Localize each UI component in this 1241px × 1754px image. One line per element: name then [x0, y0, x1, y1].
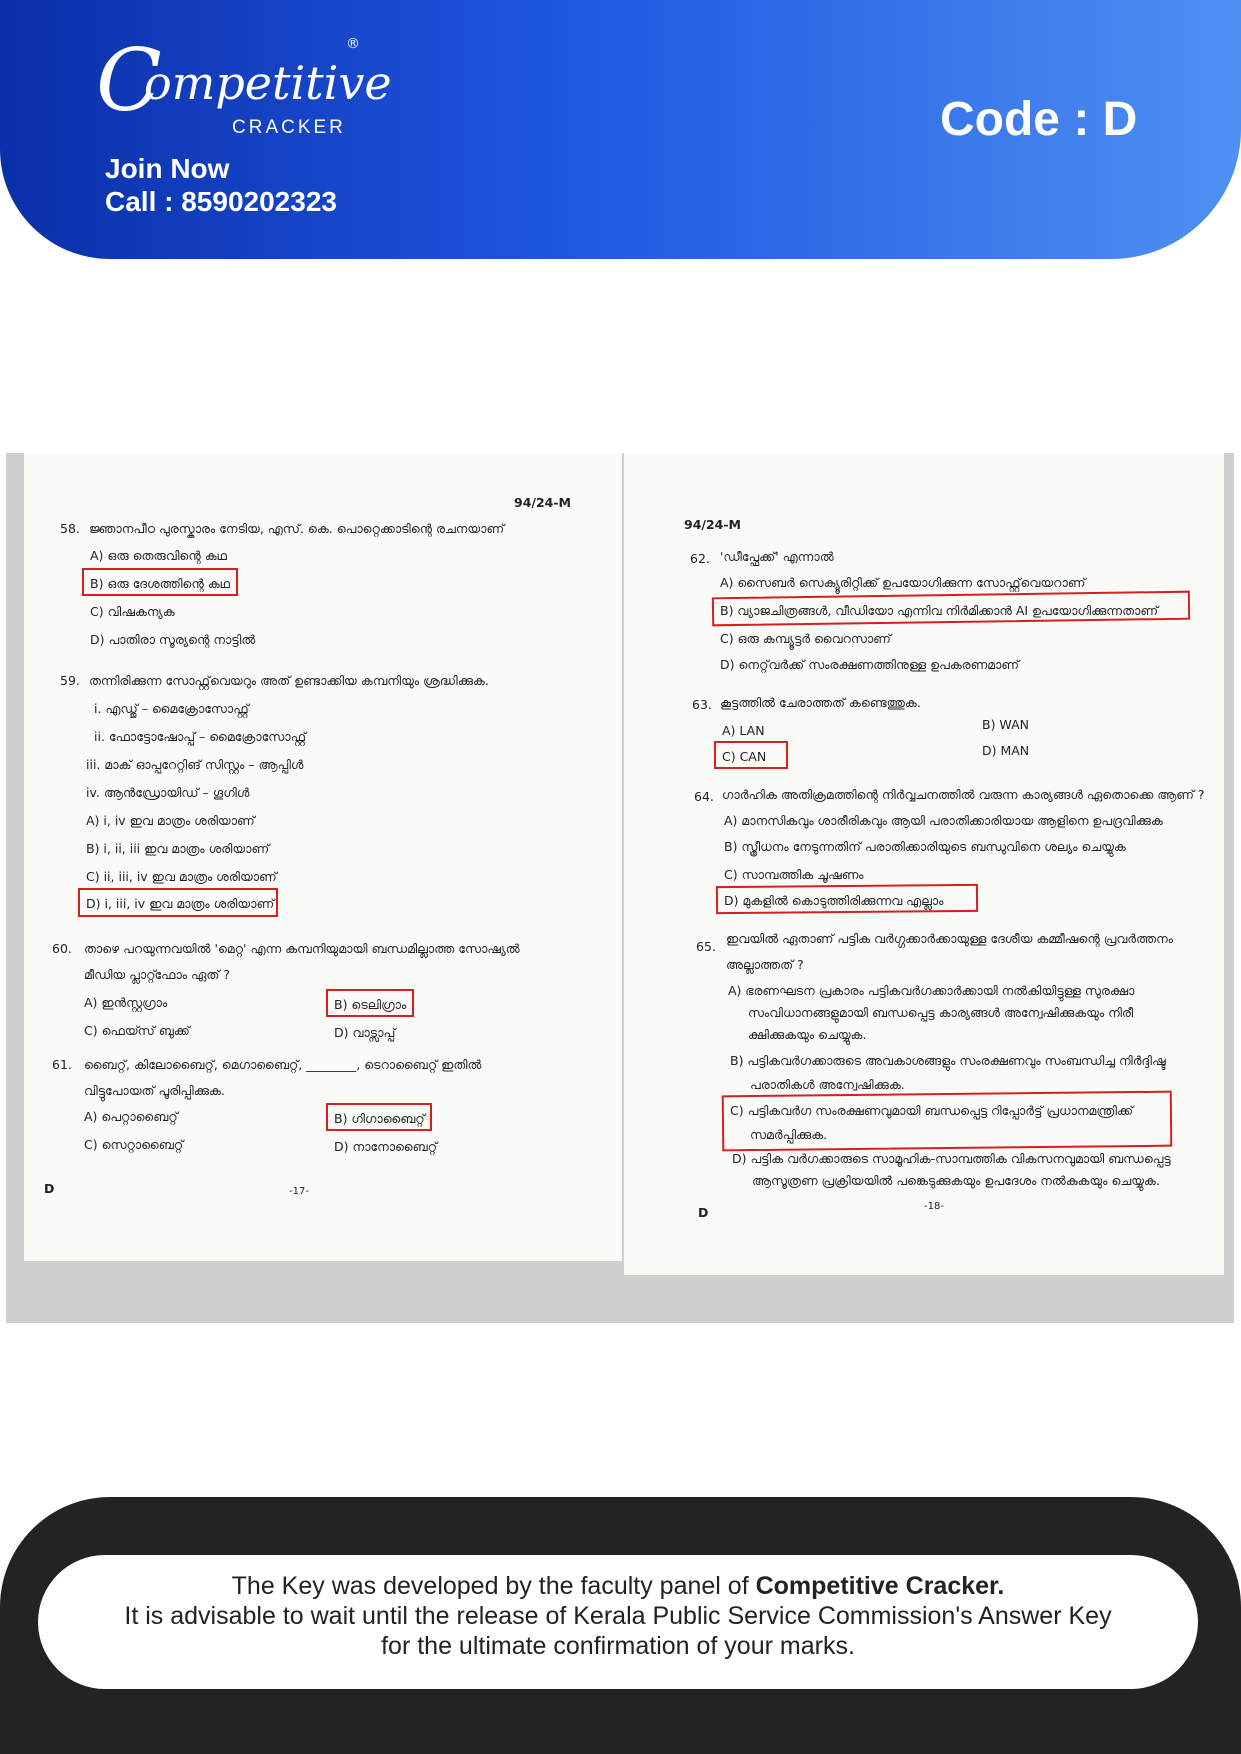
- page-footer-letter: D: [44, 1181, 55, 1196]
- option: A) ഒരു തെരുവിന്റെ കഥ: [90, 548, 227, 563]
- option: D) വാട്സാപ്പ്: [334, 1025, 396, 1040]
- option: B) ഗിഗാബൈറ്റ്: [334, 1111, 425, 1126]
- paper-code: Code : D: [940, 93, 1138, 146]
- question-text: കൂട്ടത്തിൽ ചേരാത്തത് കണ്ടെത്തുക.: [720, 695, 921, 710]
- option: B) WAN: [982, 717, 1030, 732]
- join-now-text: Join Now: [105, 153, 230, 184]
- header-banner: [0, 0, 1241, 259]
- answer-highlight-box: [82, 568, 238, 596]
- question-text-cont: വിട്ടുപോയത് പൂരിപ്പിക്കുക.: [84, 1083, 225, 1098]
- option: C) ii, iii, iv ഇവ മാത്രം ശരിയാണ്: [86, 869, 277, 884]
- option-line: പരാതികൾ അന്വേഷിക്കുക.: [750, 1077, 905, 1092]
- logo-word: ompetitive: [144, 56, 392, 110]
- answer-highlight-box: [78, 888, 278, 917]
- statement-item: iii. മാക് ഓപ്പറേറ്റിങ് സിസ്റ്റം – ആപ്പിൾ: [86, 757, 304, 772]
- question-number: 64.: [694, 789, 714, 804]
- question-text-cont: അല്ലാത്തത് ?: [726, 957, 804, 972]
- question-number: 63.: [692, 697, 712, 712]
- page-footer-letter: D: [698, 1205, 709, 1220]
- option: B) വ്യാജചിത്രങ്ങൾ, വീഡിയോ എന്നിവ നിർമിക്കാൻ AI ഉപയോഗിക്കുന്നതാണ്: [720, 603, 1159, 618]
- option: D) MAN: [982, 743, 1030, 758]
- option-line: A) ഭരണഘടന പ്രകാരം പട്ടികവർഗക്കാർക്കായി നൽകിയിട്ടുള്ള സുരക്ഷാ: [728, 983, 1135, 998]
- question-text: ജ്ഞാനപീഠ പുരസ്കാരം നേടിയ, എസ്. കെ. പൊറ്റെക്കാടിന്റെ രചനയാണ്: [89, 521, 505, 536]
- option: D) i, iii, iv ഇവ മാത്രം ശരിയാണ്: [86, 896, 275, 911]
- answer-highlight-box: [326, 1103, 432, 1131]
- option-line: C) പട്ടികവർഗ സംരക്ഷണവുമായി ബന്ധപ്പെട്ട റിപ്പോർട്ട് പ്രധാനമന്ത്രിക്ക്: [730, 1103, 1134, 1118]
- scanned-question-pages: [6, 453, 1234, 1323]
- question-text: താഴെ പറയുന്നവയിൽ 'മെറ്റ' എന്ന കമ്പനിയുമായി ബന്ധമില്ലാത്ത സോഷ്യൽ: [84, 941, 520, 956]
- question-text-cont: മീഡിയ പ്ലാറ്റ്ഫോം ഏത് ?: [84, 967, 231, 982]
- option: D) പാതിരാ സൂര്യന്റെ നാട്ടിൽ: [90, 632, 256, 647]
- option-line: B) പട്ടികവർഗക്കാരുടെ അവകാശങ്ങളും സംരക്ഷണവും സംബന്ധിച്ച നിർദ്ദിഷ്ട: [730, 1053, 1166, 1068]
- notice-line-2: It is advisable to wait until the release of Kerala Public Service Commission's Answer Key: [124, 1602, 1112, 1630]
- notice-brand: Competitive Cracker.: [755, 1572, 1005, 1600]
- option: C) ഫെയ്സ് ബുക്ക്: [84, 1023, 190, 1038]
- notice-line-1: [38, 1571, 1198, 1601]
- question-number: 60.: [52, 941, 72, 956]
- page-number: -17-: [289, 1186, 309, 1197]
- question-number: 62.: [690, 551, 710, 566]
- option: A) മാനസികവും ശാരീരികവും ആയി പരാതിക്കാരിയായ ആളിനെ ഉപദ്രവിക്കുക: [724, 813, 1163, 828]
- right-page: [624, 453, 1224, 1275]
- question-text: ബൈറ്റ്, കിലോബൈറ്റ്, മെഗാബൈറ്റ്, ________, ടെറാബൈറ്റ് ഇതിൽ: [84, 1057, 482, 1072]
- answer-highlight-box: [326, 989, 414, 1017]
- option: B) ഒരു ദേശത്തിന്റെ കഥ: [90, 576, 230, 591]
- option: D) മുകളിൽ കൊടുത്തിരിക്കുന്നവ എല്ലാം: [724, 893, 944, 908]
- option: D) നെറ്റ്‌വർക്ക് സംരക്ഷണത്തിനുള്ള ഉപകരണമാണ്: [720, 657, 1020, 672]
- question-text: തന്നിരിക്കുന്ന സോഫ്റ്റ്‌വെയറും അത് ഉണ്ടാക്കിയ കമ്പനിയും ശ്രദ്ധിക്കുക.: [89, 673, 489, 688]
- option: C) ഒരു കമ്പ്യൂട്ടർ വൈറസാണ്: [720, 631, 891, 646]
- page-code: 94/24-M: [514, 495, 571, 510]
- question-number: 59.: [60, 673, 80, 688]
- statement-item: ii. ഫോട്ടോഷോപ്പ് – മൈക്രോസോഫ്റ്റ്: [94, 729, 307, 744]
- join-block: [105, 152, 337, 218]
- competitive-cracker-logo: [96, 31, 392, 141]
- logo-subtitle: CRACKER: [232, 117, 346, 138]
- option: A) പെറ്റാബൈറ്റ്: [84, 1109, 178, 1124]
- page-number: -18-: [924, 1201, 944, 1212]
- page-code: 94/24-M: [684, 517, 741, 532]
- option: C) വിഷകന്യക: [90, 604, 175, 619]
- question-text: ഇവയിൽ ഏതാണ് പട്ടിക വർഗ്ഗക്കാർക്കായുള്ള ദേശീയ കമ്മീഷന്റെ പ്രവർത്തനം: [726, 931, 1173, 946]
- option-line: സമർപ്പിക്കുക.: [750, 1127, 828, 1142]
- statement-item: iv. ആൻഡ്രോയിഡ് – ഗൂഗിൾ: [86, 785, 250, 800]
- left-page: [24, 453, 622, 1261]
- question-text: ഗാർഹിക അതിക്രമത്തിന്റെ നിർവ്വചനത്തിൽ വരുന്ന കാര്യങ്ങൾ ഏതൊക്കെ ആണ് ?: [722, 787, 1205, 802]
- answer-highlight-box: [722, 1091, 1173, 1152]
- disclaimer-notice: [38, 1555, 1198, 1689]
- notice-line-1-text: The Key was developed by the faculty panel of: [231, 1572, 756, 1600]
- question-number: 61.: [52, 1057, 72, 1072]
- option: A) ഇൻസ്റ്റഗ്രാം: [84, 995, 168, 1010]
- answer-highlight-box: [714, 741, 788, 769]
- option: A) LAN: [722, 723, 765, 738]
- option-line: D) പട്ടിക വർഗക്കാരുടെ സാമൂഹിക-സാമ്പത്തിക വികസനവുമായി ബന്ധപ്പെട്ട: [732, 1151, 1171, 1166]
- answer-highlight-box: [716, 884, 978, 914]
- answer-highlight-box: [712, 591, 1190, 627]
- statement-item: i. എഡ്ജ് – മൈക്രോസോഫ്റ്റ്: [94, 701, 249, 716]
- call-number-text: Call : 8590202323: [105, 186, 337, 217]
- notice-line-3: for the ultimate confirmation of your marks.: [381, 1632, 855, 1660]
- question-number: 58.: [60, 521, 80, 536]
- question-text: 'ഡീപ്ഫേക്ക്' എന്നാൽ: [720, 549, 834, 564]
- option: A) i, iv ഇവ മാത്രം ശരിയാണ്: [86, 813, 255, 828]
- option: B) i, ii, iii ഇവ മാത്രം ശരിയാണ്: [86, 841, 270, 856]
- option: C) സാമ്പത്തിക ചൂഷണം: [724, 867, 864, 882]
- option-line: ആസൂത്രണ പ്രക്രിയയിൽ പങ്കെടുക്കുകയും ഉപദേശം നൽകുകയും ചെയ്യുക.: [752, 1173, 1160, 1188]
- option: C) CAN: [722, 749, 767, 764]
- option: C) സെറ്റാബൈറ്റ്: [84, 1137, 184, 1152]
- option-line: ക്ഷിക്കുകയും ചെയ്യുക.: [748, 1027, 867, 1042]
- logo-big-letter: C: [96, 31, 162, 131]
- option: B) സ്ത്രീധനം നേടുന്നതിന് പരാതിക്കാരിയുടെ ബന്ധുവിനെ ശല്യം ചെയ്യുക: [724, 839, 1126, 854]
- option-line: സംവിധാനങ്ങളുമായി ബന്ധപ്പെട്ട കാര്യങ്ങൾ അന്വേഷിക്കുകയും നിരീ: [748, 1005, 1134, 1020]
- question-number: 65.: [696, 939, 716, 954]
- option: A) സൈബർ സെക്യൂരിറ്റിക്ക് ഉപയോഗിക്കുന്ന സോഫ്റ്റ്‌വെയറാണ്: [720, 575, 1086, 590]
- option: B) ടെലിഗ്രാം: [334, 997, 407, 1012]
- option: D) നാനോബൈറ്റ്: [334, 1139, 438, 1154]
- registered-mark: ®: [346, 36, 360, 52]
